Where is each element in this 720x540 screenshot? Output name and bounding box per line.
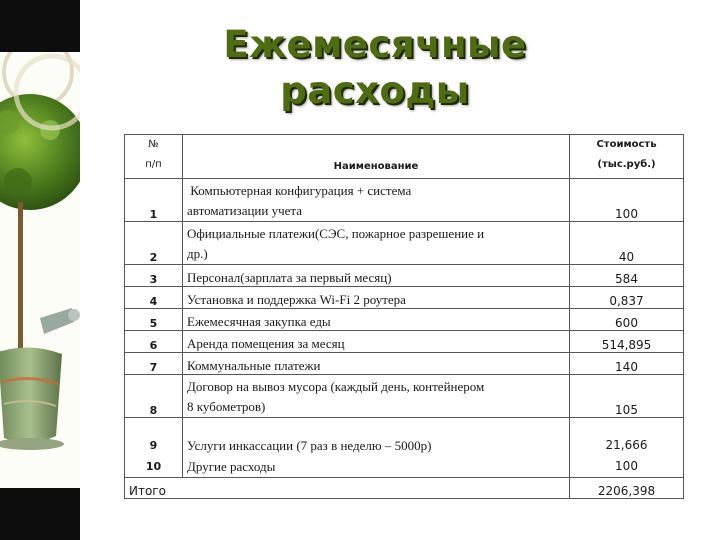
header-number-line2: п/п xyxy=(145,159,162,170)
row-cost xyxy=(570,418,684,478)
table-row xyxy=(125,222,684,265)
table-row xyxy=(125,353,684,375)
image-panel xyxy=(0,52,80,488)
row-cost: 584 xyxy=(570,265,684,287)
header-cost xyxy=(570,135,684,179)
page-title xyxy=(190,22,560,114)
row-name xyxy=(183,418,570,478)
row-number: 5 xyxy=(125,309,183,331)
row-name-line2: 8 кубометров) xyxy=(187,399,266,414)
table-header-row xyxy=(125,135,684,179)
title-line-1: Ежемесячные xyxy=(223,23,527,66)
row-number: 8 xyxy=(125,375,183,418)
table-row xyxy=(125,375,684,418)
row-number: 6 xyxy=(125,331,183,353)
title-line-2: расходы xyxy=(280,69,470,112)
row-number: 7 xyxy=(125,353,183,375)
row-name: Установка и поддержка Wi-Fi 2 роутера xyxy=(183,287,570,309)
row-name-9: Услуги инкассации (7 раз в неделю – 5000р) xyxy=(187,438,432,453)
table-total-row xyxy=(125,478,684,499)
row-cost-9: 21,666 xyxy=(605,438,648,452)
topiary-plant-illustration xyxy=(0,52,80,488)
row-cost: 600 xyxy=(570,309,684,331)
row-cost: 100 xyxy=(570,179,684,222)
table-row xyxy=(125,179,684,222)
row-name-line1: Компьютерная конфигурация + система xyxy=(187,183,412,198)
header-number xyxy=(125,135,183,179)
row-cost: 105 xyxy=(570,375,684,418)
total-label: Итого xyxy=(125,478,570,499)
row-name xyxy=(183,179,570,222)
table-row xyxy=(125,287,684,309)
table-row-merged xyxy=(125,418,684,478)
table-row xyxy=(125,331,684,353)
row-cost: 40 xyxy=(570,222,684,265)
row-name: Персонал(зарплата за первый месяц) xyxy=(183,265,570,287)
row-cost: 0,837 xyxy=(570,287,684,309)
header-name: Наименование xyxy=(183,135,570,179)
row-cost: 514,895 xyxy=(570,331,684,353)
expenses-table xyxy=(124,134,684,499)
total-cost: 2206,398 xyxy=(570,478,684,499)
film-strip-top xyxy=(0,0,80,52)
header-cost-line2: (тыс.руб.) xyxy=(597,159,656,170)
row-name: Ежемесячная закупка еды xyxy=(183,309,570,331)
row-name xyxy=(183,375,570,418)
row-number: 2 xyxy=(125,222,183,265)
row-name: Аренда помещения за месяц xyxy=(183,331,570,353)
row-number-10: 10 xyxy=(145,460,162,473)
row-name-10: Другие расходы xyxy=(187,459,276,474)
row-name-line1: Официальные платежи(СЭС, пожарное разрешение и xyxy=(187,226,485,241)
row-name: Коммунальные платежи xyxy=(183,353,570,375)
table-row xyxy=(125,265,684,287)
header-number-line1: № xyxy=(148,139,159,150)
row-number: 3 xyxy=(125,265,183,287)
row-name-line2: автоматизации учета xyxy=(187,203,303,218)
row-number: 4 xyxy=(125,287,183,309)
row-number xyxy=(125,418,183,478)
row-name-line1: Договор на вывоз мусора (каждый день, контейнером xyxy=(187,379,485,394)
decorative-plant-image xyxy=(0,0,80,540)
row-cost: 140 xyxy=(570,353,684,375)
row-number-9: 9 xyxy=(149,439,158,452)
row-name xyxy=(183,222,570,265)
row-name-line2: др.) xyxy=(187,246,208,261)
row-cost-10: 100 xyxy=(615,459,638,473)
header-cost-line1: Стоимость xyxy=(596,139,657,150)
film-strip-bottom xyxy=(0,488,80,540)
table-row xyxy=(125,309,684,331)
row-number: 1 xyxy=(125,179,183,222)
